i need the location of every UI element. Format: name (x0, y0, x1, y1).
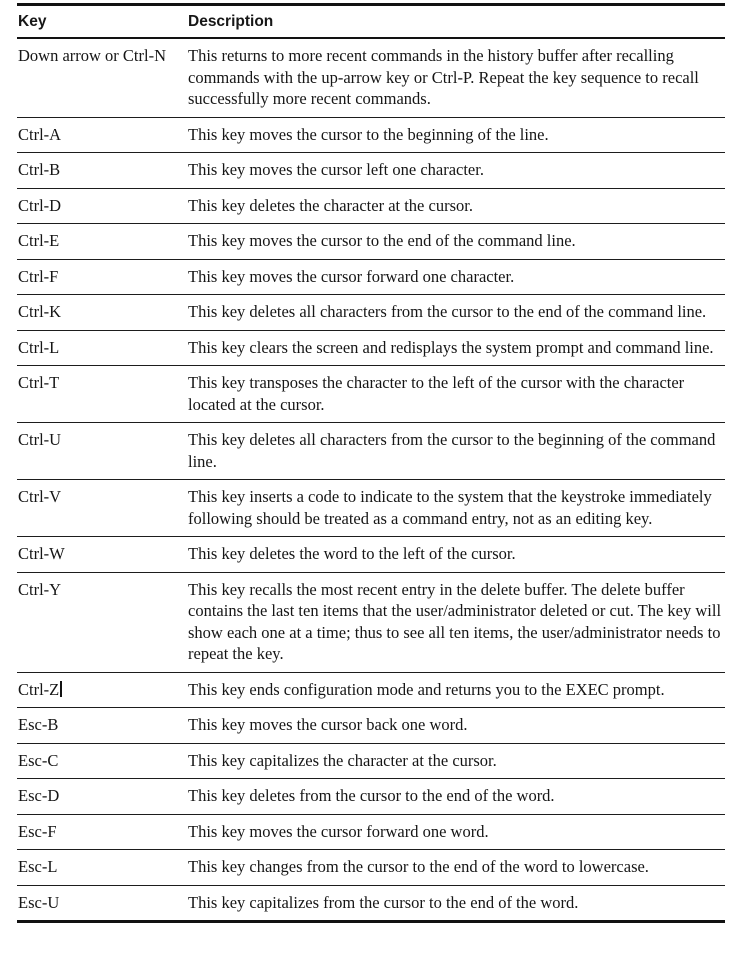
description-cell: This key recalls the most recent entry in the delete buffer. The delete buffer contains the last ten items that the user/administrator deleted or cut. The key will show each one at a time; thus to see all ten items, the user/administrator needs to repeat the key. (187, 572, 725, 672)
description-cell: This key capitalizes the character at the cursor. (187, 743, 725, 779)
table-header (17, 5, 725, 39)
key-description-table (17, 3, 725, 923)
description-cell: This key moves the cursor to the end of the command line. (187, 224, 725, 260)
key-cell (17, 38, 187, 117)
key-cell (17, 366, 187, 423)
key-cell (17, 572, 187, 672)
key-cell (17, 743, 187, 779)
key-label: Ctrl-F (18, 266, 59, 286)
key-label: Ctrl-A (18, 124, 62, 144)
key-label: Esc-U (18, 892, 60, 912)
table-row (17, 366, 725, 423)
key-label: Ctrl-T (18, 373, 60, 392)
table-row (17, 188, 725, 224)
description-cell: This returns to more recent commands in the history buffer after recalling commands with the up-arrow key or Ctrl-P. Repeat the key sequence to recall successfully more recent commands. (187, 38, 725, 117)
key-cell (17, 224, 187, 260)
key-label: Ctrl-E (18, 231, 60, 250)
key-cell (17, 779, 187, 815)
key-cell (17, 423, 187, 480)
key-cell (17, 850, 187, 886)
table-row (17, 779, 725, 815)
key-label: Ctrl-V (18, 487, 62, 506)
table-row (17, 885, 725, 922)
key-cell (17, 153, 187, 189)
table-row (17, 153, 725, 189)
description-cell: This key moves the cursor forward one character. (187, 259, 725, 295)
description-column-header: Description (187, 5, 725, 39)
key-label: Ctrl-L (18, 337, 60, 357)
key-label: Ctrl-W (18, 544, 65, 563)
key-label: Down arrow or Ctrl-N (18, 46, 167, 65)
key-label: Ctrl-U (18, 430, 62, 449)
key-label: Esc-L (18, 857, 58, 876)
key-label: Esc-B (18, 715, 59, 734)
key-column-header: Key (17, 5, 187, 39)
description-cell: This key clears the screen and redisplays the system prompt and command line. (187, 330, 725, 366)
description-cell: This key deletes the word to the left of the cursor. (187, 537, 725, 573)
key-cell (17, 708, 187, 744)
description-cell: This key inserts a code to indicate to the system that the keystroke immediately following should be treated as a command entry, not as an editing key. (187, 480, 725, 537)
text-cursor-caret (60, 681, 62, 697)
table-row (17, 117, 725, 153)
table-row (17, 330, 725, 366)
description-cell: This key moves the cursor forward one word. (187, 814, 725, 850)
table-row (17, 672, 725, 708)
key-cell (17, 295, 187, 331)
key-label: Ctrl-Z (18, 679, 60, 699)
description-cell: This key deletes all characters from the cursor to the beginning of the command line. (187, 423, 725, 480)
table-row (17, 224, 725, 260)
key-label: Ctrl-B (18, 160, 61, 179)
table-row (17, 480, 725, 537)
table-row (17, 38, 725, 117)
table-row (17, 850, 725, 886)
description-cell: This key moves the cursor to the beginning of the line. (187, 117, 725, 153)
description-cell: This key changes from the cursor to the end of the word to lowercase. (187, 850, 725, 886)
key-cell (17, 259, 187, 295)
table-body (17, 38, 725, 922)
table-row (17, 743, 725, 779)
table-row (17, 708, 725, 744)
table-row (17, 537, 725, 573)
key-label: Esc-F (18, 821, 57, 841)
header-row (17, 5, 725, 39)
description-cell: This key deletes all characters from the cursor to the end of the command line. (187, 295, 725, 331)
description-cell: This key capitalizes from the cursor to the end of the word. (187, 885, 725, 922)
key-cell (17, 537, 187, 573)
description-cell: This key deletes from the cursor to the end of the word. (187, 779, 725, 815)
key-label: Esc-D (18, 786, 60, 805)
table-row (17, 295, 725, 331)
description-cell: This key moves the cursor back one word. (187, 708, 725, 744)
key-label: Ctrl-D (18, 195, 62, 215)
key-label: Ctrl-K (18, 302, 62, 321)
key-cell (17, 480, 187, 537)
key-label: Ctrl-Y (18, 579, 62, 599)
key-cell (17, 672, 187, 708)
key-cell (17, 117, 187, 153)
table-row (17, 572, 725, 672)
key-label: Esc-C (18, 750, 59, 770)
description-cell: This key deletes the character at the cursor. (187, 188, 725, 224)
key-cell (17, 188, 187, 224)
table-row (17, 259, 725, 295)
description-cell: This key transposes the character to the left of the cursor with the character located at the cursor. (187, 366, 725, 423)
key-cell (17, 330, 187, 366)
key-cell (17, 885, 187, 922)
description-cell: This key ends configuration mode and returns you to the EXEC prompt. (187, 672, 725, 708)
table-row (17, 814, 725, 850)
description-cell: This key moves the cursor left one character. (187, 153, 725, 189)
key-cell (17, 814, 187, 850)
table-row (17, 423, 725, 480)
